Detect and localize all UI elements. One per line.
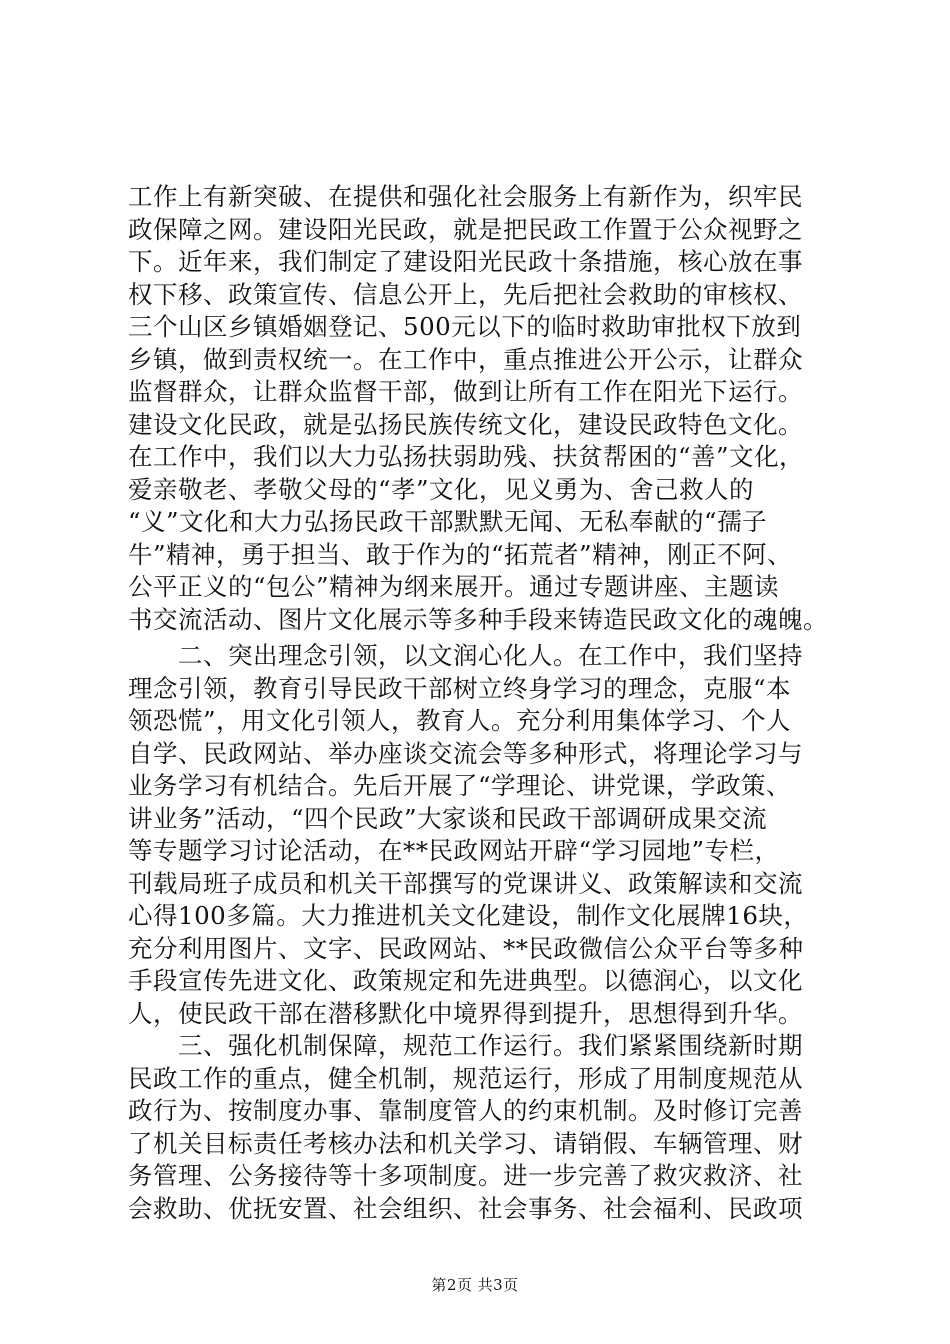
text-line: 了机关目标责任考核办法和机关学习、请销假、车辆管理、财	[128, 1128, 803, 1158]
text-line: 二、突出理念引领，以文润心化人。在工作中，我们坚持	[128, 641, 803, 670]
text-line: 民政工作的重点，健全机制，规范运行，形成了用制度规范从	[128, 1063, 803, 1093]
text-line: 讲业务”活动，“四个民政”大家谈和民政干部调研成果交流	[128, 803, 768, 833]
text-line: 牛”精神，勇于担当、敢于作为的“拓荒者”精神，刚正不阿、	[128, 539, 793, 569]
text-line: 充分利用图片、文字、民政网站、**民政微信公众平台等多种	[128, 933, 804, 963]
text-line: 等专题学习讨论活动，在**民政网站开辟“学习园地”专栏，	[128, 836, 780, 865]
text-line: 三个山区乡镇婚姻登记、500元以下的临时救助审批权下放到	[128, 312, 802, 341]
paragraph-1	[128, 181, 828, 636]
text-line: 刊载局班子成员和机关干部撰写的党课讲义、政策解读和交流	[128, 868, 803, 898]
text-line: 政保障之网。建设阳光民政，就是把民政工作置于公众视野之	[128, 214, 803, 244]
text-line: 公平正义的“包公”精神为纲来展开。通过专题讲座、主题读	[128, 572, 780, 601]
text-line: 心得100多篇。大力推进机关文化建设，制作文化展牌16块，	[128, 901, 809, 930]
text-line: 政行为、按制度办事、靠制度管人的约束机制。及时修订完善	[128, 1096, 803, 1125]
text-line: 领恐慌”，用文化引领人，教育人。充分利用集体学习、个人	[128, 706, 792, 735]
paragraph-2	[128, 640, 828, 1225]
text-line: 乡镇，做到责权统一。在工作中，重点推进公开公示，让群众	[128, 344, 803, 374]
text-line: 自学、民政网站、举办座谈交流会等多种形式，将理论学习与	[128, 738, 803, 768]
text-line: 三、强化机制保障，规范工作运行。我们紧紧围绕新时期	[128, 1031, 803, 1060]
text-line: 权下移、政策宣传、信息公开上，先后把社会救助的审核权、	[128, 279, 803, 309]
text-line: 会救助、优抚安置、社会组织、社会事务、社会福利、民政项	[128, 1193, 803, 1223]
text-line: 在工作中，我们以大力弘扬扶弱助残、扶贫帮困的“善”文化，	[128, 442, 805, 471]
text-line: 业务学习有机结合。先后开展了“学理论、讲党课，学政策、	[128, 771, 792, 800]
text-line: “义”文化和大力弘扬民政干部默默无闻、无私奉献的“孺子	[128, 507, 768, 536]
text-line: 人，使民政干部在潜移默化中境界得到提升，思想得到升华。	[128, 998, 803, 1028]
text-line: 爱亲敬老、孝敬父母的“孝”文化，见义勇为、舍己救人的	[128, 474, 755, 504]
text-line: 书交流活动、图片文化展示等多种手段来铸造民政文化的魂魄。	[128, 604, 828, 634]
page-footer: 第2页 共3页	[431, 1276, 519, 1294]
text-line: 理念引领，教育引导民政干部树立终身学习的理念，克服“本	[128, 673, 792, 703]
text-line: 下。近年来，我们制定了建设阳光民政十条措施，核心放在事	[128, 247, 803, 276]
text-line: 务管理、公务接待等十多项制度。进一步完善了救灾救济、社	[128, 1161, 803, 1190]
text-line: 监督群众，让群众监督干部，做到让所有工作在阳光下运行。	[128, 377, 803, 406]
text-line: 手段宣传先进文化、政策规定和先进典型。以德润心，以文化	[128, 966, 803, 995]
text-line: 建设文化民政，就是弘扬民族传统文化，建设民政特色文化。	[128, 409, 803, 439]
text-line: 工作上有新突破、在提供和强化社会服务上有新作为，织牢民	[128, 182, 803, 211]
